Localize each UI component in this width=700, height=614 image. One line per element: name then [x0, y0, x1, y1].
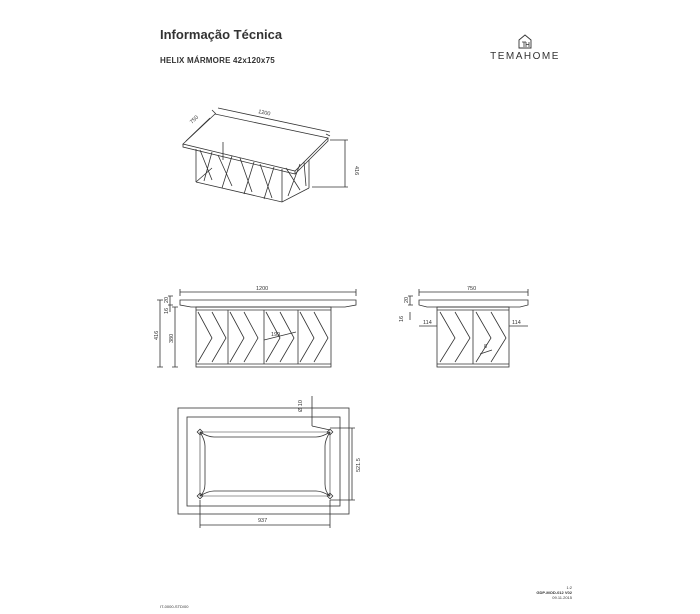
front-leg-label: 380	[169, 333, 175, 343]
side-width-label: 750	[467, 286, 477, 292]
page-title: Informação Técnica	[160, 27, 283, 42]
iso-depth-label: 750	[189, 114, 200, 126]
side-right-label: 114	[512, 320, 521, 326]
side-gap-label: 16	[399, 315, 405, 322]
front-gap-label: 16	[164, 307, 170, 314]
iso-height-label: 416	[353, 166, 359, 176]
front-diagonal-label: 199	[271, 332, 281, 338]
side-view	[408, 289, 528, 367]
side-top-label: 20	[404, 296, 410, 303]
plan-depth-label: 521.5	[356, 458, 362, 472]
isometric-view	[183, 108, 348, 202]
plan-view	[178, 396, 355, 528]
iso-width-label: 1200	[257, 109, 271, 118]
front-total-label: 416	[154, 330, 160, 340]
page-number: 1:2	[566, 585, 572, 590]
plan-hole-label: Ø 10	[298, 400, 304, 412]
footer-info	[536, 585, 572, 600]
form-code: GDP-MOD-012 V02	[536, 590, 572, 595]
front-view	[157, 289, 356, 367]
front-width-label: 1200	[256, 286, 269, 292]
product-subtitle: HELIX MÁRMORE 42x120x75	[160, 56, 275, 65]
plan-width-label: 937	[258, 518, 268, 524]
document-code: IT-0000-STD/00	[160, 604, 189, 609]
side-bar-label: 8	[484, 344, 488, 350]
side-left-label: 114	[423, 320, 432, 326]
form-date: 09.11.2015	[552, 595, 572, 600]
brand-name: TEMAHOME	[490, 51, 560, 62]
front-top-label: 20	[164, 296, 170, 303]
